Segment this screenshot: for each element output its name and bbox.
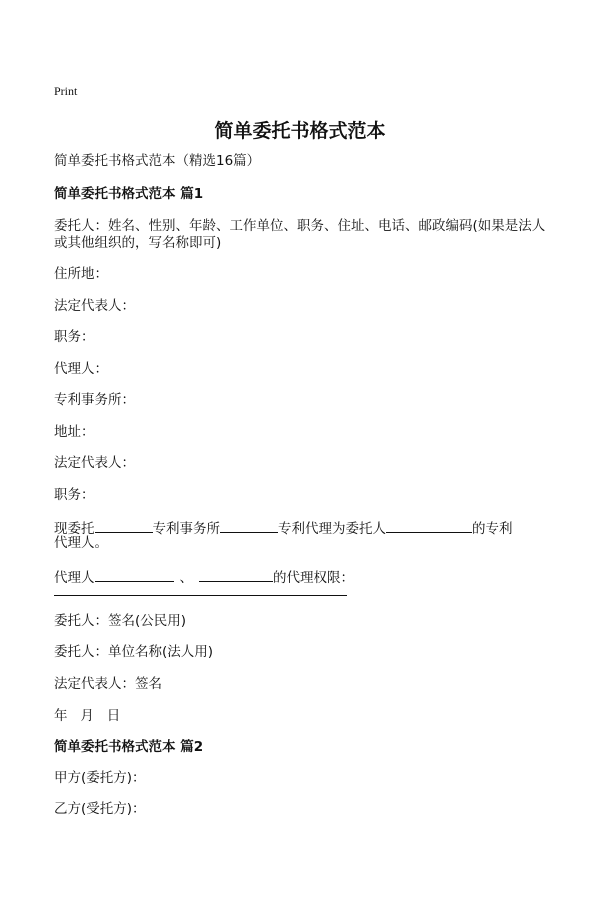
authority-line xyxy=(54,567,354,587)
appoint-text-4: 的专利 xyxy=(472,521,513,537)
party-b-field: 乙方(受托方)： xyxy=(54,801,146,817)
subtitle: 简单委托书格式范本（精选16篇） xyxy=(54,153,261,169)
position-field-2: 职务： xyxy=(54,487,95,503)
legal-rep-field-1: 法定代表人： xyxy=(54,298,135,314)
address-field: 地址： xyxy=(54,424,95,440)
page-title: 简单委托书格式范本 xyxy=(214,120,386,142)
sign-entity-line: 委托人：单位名称(法人用) xyxy=(54,644,214,660)
blank-field xyxy=(95,518,153,533)
appoint-text-3: 专利代理为委托人 xyxy=(278,521,386,537)
blank-field xyxy=(95,567,174,582)
party-a-field: 甲方(委托方)： xyxy=(54,770,146,786)
sign-legal-rep-line: 法定代表人：签名 xyxy=(54,676,162,692)
authority-blank-rule xyxy=(54,595,347,596)
agent-field: 代理人： xyxy=(54,361,108,377)
client-fields-paragraph: 委托人：姓名、性别、年龄、工作单位、职务、住址、电话、邮政编码(如果是法人或其他组织的，写名称即可) xyxy=(54,218,546,251)
blank-field xyxy=(199,567,273,582)
appointment-line-continued: 代理人。 xyxy=(54,535,108,551)
authority-text-3: 的代理权限： xyxy=(273,570,354,586)
print-label: Print xyxy=(54,84,78,98)
appoint-text-1: 现委托 xyxy=(54,521,95,537)
blank-field xyxy=(386,518,472,533)
patent-office-field: 专利事务所： xyxy=(54,392,135,408)
sign-citizen-line: 委托人：签名(公民用) xyxy=(54,613,187,629)
authority-text-1: 代理人 xyxy=(54,570,95,586)
section2-heading: 简单委托书格式范本 篇2 xyxy=(54,739,204,755)
date-line: 年 月 日 xyxy=(54,708,121,724)
position-field-1: 职务： xyxy=(54,329,95,345)
appointment-line xyxy=(54,518,513,538)
residence-field: 住所地： xyxy=(54,266,108,282)
authority-text-2: 、 xyxy=(179,570,193,586)
appoint-text-2: 专利事务所 xyxy=(152,521,220,537)
legal-rep-field-2: 法定代表人： xyxy=(54,455,135,471)
section1-heading: 简单委托书格式范本 篇1 xyxy=(54,186,204,202)
blank-field xyxy=(220,518,278,533)
